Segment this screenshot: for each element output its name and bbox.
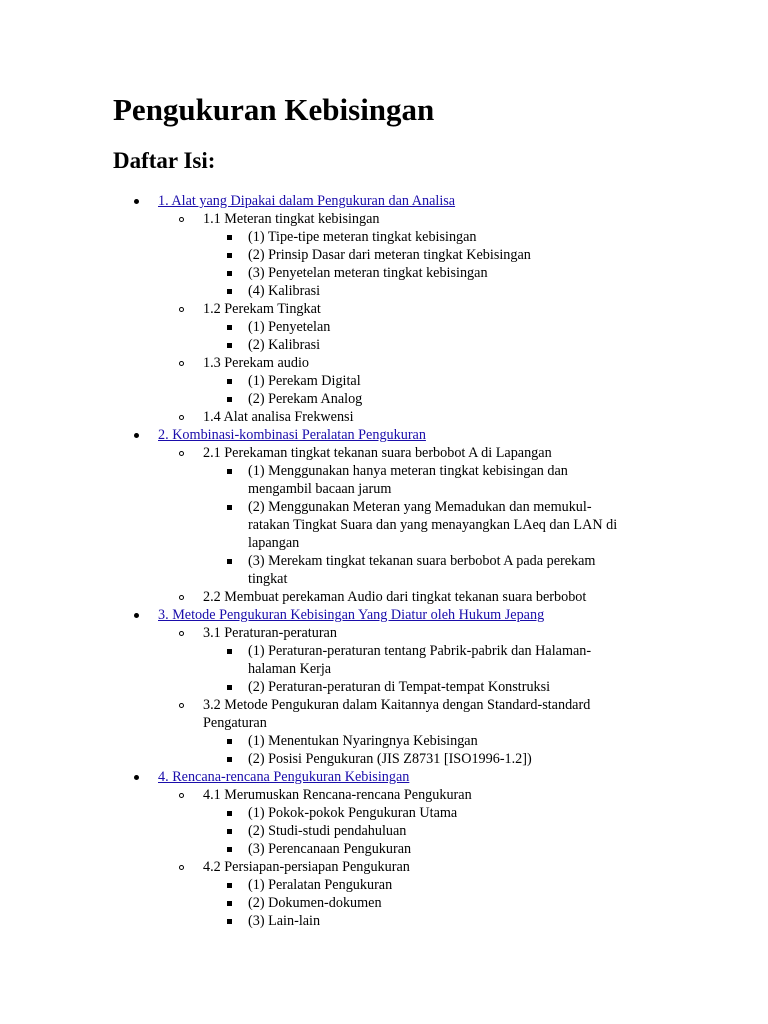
toc-subsection (0, 444, 628, 462)
toc-subsection (0, 588, 628, 606)
toc-subsection-label: 2.2 Membuat perekaman Audio dari tingkat tekanan suara berbobot (203, 589, 587, 605)
toc-subsection (0, 210, 628, 228)
toc-item-label: (2) Perekam Analog (248, 391, 363, 407)
toc-item (0, 246, 628, 264)
toc-item (0, 894, 628, 912)
toc-item-label: (1) Peraturan-peraturan tentang Pabrik-pabrik dan Halaman-halaman Kerja (248, 643, 592, 677)
toc-item-label: (1) Peralatan Pengukuran (248, 877, 393, 893)
toc-subsection-label: 4.1 Merumuskan Rencana-rencana Pengukuran (203, 787, 472, 803)
toc-subsection (0, 408, 628, 426)
toc-heading: Daftar Isi: (113, 148, 216, 173)
toc-section-link[interactable]: 3. Metode Pengukuran Kebisingan Yang Diatur oleh Hukum Jepang (158, 607, 545, 623)
toc-subsection (0, 354, 628, 372)
page-title: Pengukuran Kebisingan (113, 92, 435, 127)
toc-item (0, 642, 628, 678)
toc-subsection-label: 2.1 Perekaman tingkat tekanan suara berbobot A di Lapangan (203, 445, 552, 461)
toc-section-4 (0, 768, 628, 786)
toc-subsection (0, 624, 628, 642)
toc-item-label: (2) Kalibrasi (248, 337, 321, 353)
toc-section-2 (0, 426, 628, 444)
toc-section-link[interactable]: 2. Kombinasi-kombinasi Peralatan Pengukuran (158, 427, 426, 443)
toc-item-label: (1) Perekam Digital (248, 373, 361, 389)
toc-section-3 (0, 606, 628, 624)
toc-item (0, 462, 628, 498)
toc-item (0, 732, 628, 750)
toc-item (0, 372, 628, 390)
toc-item (0, 678, 628, 696)
toc-subsection-label: 4.2 Persiapan-persiapan Pengukuran (203, 859, 410, 875)
toc-subsection-label: 1.2 Perekam Tingkat (203, 301, 321, 317)
toc-item-label: (1) Menggunakan hanya meteran tingkat kebisingan dan mengambil bacaan jarum (248, 463, 568, 497)
toc-item-label: (3) Perencanaan Pengukuran (248, 841, 412, 857)
toc-item (0, 282, 628, 300)
toc-section-1 (0, 192, 628, 210)
table-of-contents (0, 192, 768, 930)
toc-item (0, 804, 628, 822)
toc-subsection-label: 1.3 Perekam audio (203, 355, 309, 371)
toc-item (0, 228, 628, 246)
toc-section-link[interactable]: 1. Alat yang Dipakai dalam Pengukuran dan Analisa (158, 193, 456, 209)
toc-item (0, 264, 628, 282)
toc-item (0, 552, 628, 588)
toc-item-label: (2) Prinsip Dasar dari meteran tingkat Kebisingan (248, 247, 531, 263)
toc-item (0, 318, 628, 336)
toc-item-label: (1) Tipe-tipe meteran tingkat kebisingan (248, 229, 477, 245)
toc-item (0, 840, 628, 858)
toc-section-link[interactable]: 4. Rencana-rencana Pengukuran Kebisingan (158, 769, 410, 785)
toc-subsection (0, 858, 628, 876)
toc-item-label: (3) Merekam tingkat tekanan suara berbobot A pada perekam tingkat (248, 553, 596, 587)
toc-subsection-label: 3.1 Peraturan-peraturan (203, 625, 337, 641)
toc-item (0, 876, 628, 894)
toc-subsection-label: 1.4 Alat analisa Frekwensi (203, 409, 354, 425)
toc-item-label: (3) Lain-lain (248, 913, 321, 929)
toc-item-label: (2) Peraturan-peraturan di Tempat-tempat Konstruksi (248, 679, 551, 695)
toc-item-label: (2) Studi-studi pendahuluan (248, 823, 407, 839)
toc-item (0, 336, 628, 354)
toc-subsection (0, 786, 628, 804)
toc-item-label: (1) Penyetelan (248, 319, 331, 335)
toc-item (0, 822, 628, 840)
toc-item-label: (2) Posisi Pengukuran (JIS Z8731 [ISO1996-1.2]) (248, 751, 532, 767)
toc-item (0, 750, 628, 768)
toc-item (0, 498, 628, 552)
toc-item (0, 912, 628, 930)
toc-subsection (0, 696, 628, 732)
toc-subsection-label: 1.1 Meteran tingkat kebisingan (203, 211, 380, 227)
toc-subsection-label: 3.2 Metode Pengukuran dalam Kaitannya dengan Standard-standard Pengaturan (203, 697, 591, 731)
toc-item-label: (4) Kalibrasi (248, 283, 321, 299)
toc-item-label: (1) Menentukan Nyaringnya Kebisingan (248, 733, 478, 749)
toc-subsection (0, 300, 628, 318)
toc-item-label: (3) Penyetelan meteran tingkat kebisingan (248, 265, 488, 281)
toc-item-label: (1) Pokok-pokok Pengukuran Utama (248, 805, 458, 821)
toc-item-label: (2) Dokumen-dokumen (248, 895, 382, 911)
toc-item (0, 390, 628, 408)
toc-item-label: (2) Menggunakan Meteran yang Memadukan dan memukul-ratakan Tingkat Suara dan yang menayangkan LAeq dan LAN di lapangan (248, 499, 618, 551)
